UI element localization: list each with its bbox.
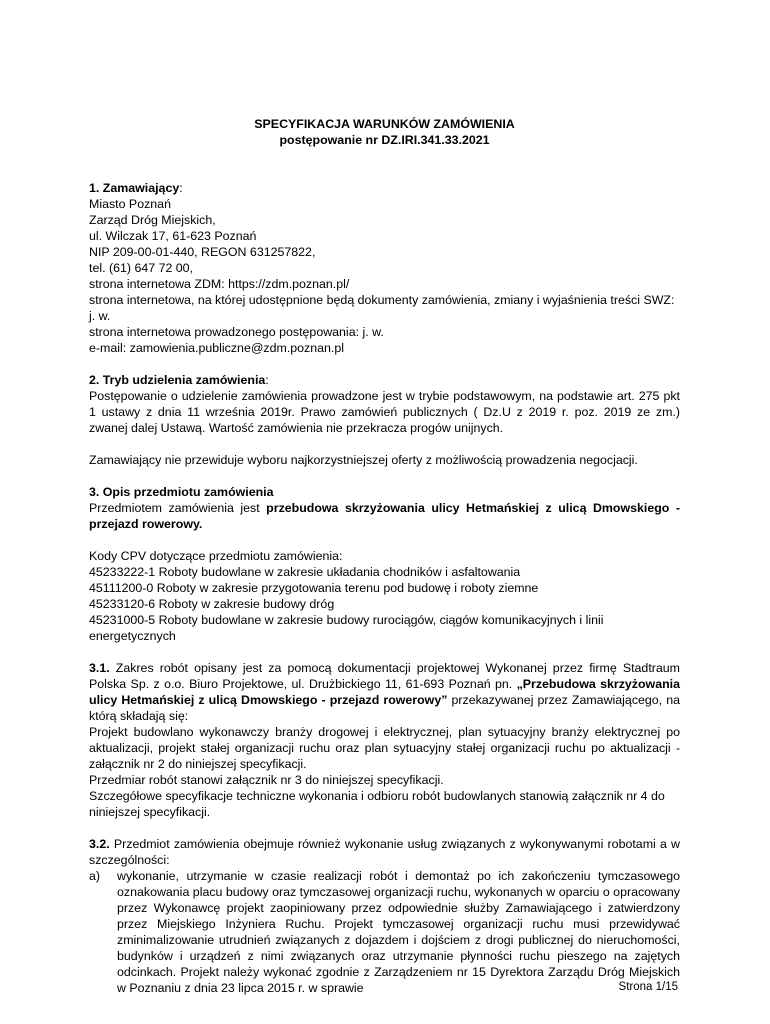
section-3-1-text-b: przekazywanej przez Zamawiającego, na którą składają się:	[89, 693, 680, 723]
list-item-marker: a)	[89, 869, 101, 883]
cpv-code-line: 45231000-5 Roboty budowlane w zakresie budowy rurociągów, ciągów komunikacyjnych i linii energetycznych	[89, 613, 604, 643]
section-1-heading-colon: :	[179, 181, 183, 195]
contact-line: Zarząd Dróg Miejskich,	[89, 213, 216, 227]
section-3-intro	[89, 500, 680, 532]
title-line-1: SPECYFIKACJA WARUNKÓW ZAMÓWIENIA	[254, 117, 515, 131]
section-3-2-number: 3.2.	[89, 837, 110, 851]
section-3-1-project-name: „Przebudowa skrzyżowania ulicy Hetmańskiej z ulicą Dmowskiego - przejazd rowerowy”	[89, 677, 680, 707]
list-item-text: wykonanie, utrzymanie w czasie realizacji robót i demontaż po ich zakończeniu tymczasowego oznakowania placu budowy oraz tymczasowej organizacji ruchu, wykonanych w oparciu o opracowany przez Wykonawcę projekt zaopiniowany przez odpowiednie służby Zamawiającego i zatwierdzony przez Miejskiego Inżyniera Ruchu. Projekt tymczasowej organizacji ruchu musi przewidywać zminimalizowanie utrudnień związanych z dojazdem i dojściem z drogi publicznej do nieruchomości, budynków i urządzeń z nimi związanych oraz utrzymanie płynności ruchu pieszego na zajętych odcinkach. Projekt należy wykonać zgodnie z Zarządzeniem nr 15 Dyrektora Zarządu Dróg Miejskich w Poznaniu z dnia 23 lipca 2015 r. w sprawie	[117, 869, 680, 995]
section-2-heading-text: 2. Tryb udzielenia zamówienia	[89, 373, 266, 387]
section-2-note-text: Zamawiający nie przewiduje wyboru najkorzystniejszej oferty z możliwością prowadzenia negocjacji.	[89, 453, 638, 467]
section-2	[89, 372, 680, 436]
title-line-2: postępowanie nr DZ.IRI.341.33.2021	[279, 133, 490, 147]
contact-line: strona internetowa, na której udostępnione będą dokumenty zamówienia, zmiany i wyjaśnienia treści SWZ: j. w.	[89, 293, 675, 323]
section-2-paragraph: Postępowanie o udzielenie zamówienia prowadzone jest w trybie podstawowym, na podstawie art. 275 pkt 1 ustawy z dnia 11 września 2019r. Prawo zamówień publicznych ( Dz.U z 2019 r. poz. 2019 ze zm.) zwanej dalej Ustawą. Wartość zamówienia nie przekracza progów unijnych.	[89, 389, 680, 435]
document-page	[89, 116, 680, 996]
contact-line: strona internetowa ZDM: https://zdm.poznan.pl/	[89, 277, 350, 291]
section-1-heading	[89, 180, 680, 196]
section-3-1-specifications: Szczegółowe specyfikacje techniczne wykonania i odbioru robót budowlanych stanowią załącznik nr 4 do niniejszej specyfikacji.	[89, 789, 665, 819]
section-3-1-number: 3.1.	[89, 661, 110, 675]
contact-line: e-mail: zamowienia.publiczne@zdm.poznan.pl	[89, 341, 345, 355]
list-item	[89, 868, 680, 996]
page-number: Strona 1/15	[618, 981, 678, 993]
document-title	[89, 116, 680, 148]
cpv-heading: Kody CPV dotyczące przedmiotu zamówienia:	[89, 549, 343, 563]
section-3-1-text-a: Zakres robót opisany jest za pomocą dokumentacji projektowej Wykonanej przez firmę Stadtraum Polska Sp. z o.o. Biuro Projektowe, ul. Drużbickiego 11, 61-693 Poznań pn.	[89, 661, 680, 691]
cpv-code-line: 45111200-0 Roboty w zakresie przygotowania terenu pod budowę i roboty ziemne	[89, 581, 539, 595]
contact-line: tel. (61) 647 72 00,	[89, 261, 194, 275]
section-3-1	[89, 660, 680, 820]
section-3	[89, 484, 680, 532]
contact-line: NIP 209-00-01-440, REGON 631257822,	[89, 245, 316, 259]
cpv-code-line: 45233222-1 Roboty budowlane w zakresie układania chodników i asfaltowania	[89, 565, 521, 579]
section-2-heading-colon: :	[265, 373, 269, 387]
section-1-heading-text: 1. Zamawiający	[89, 181, 180, 195]
section-3-heading: 3. Opis przedmiotu zamówienia	[89, 485, 274, 499]
section-3-intro-prefix: Przedmiotem zamówienia jest	[89, 501, 267, 515]
section-3-1-paragraph	[89, 660, 680, 724]
section-3-2-paragraph	[89, 836, 680, 868]
section-3-1-bill-of-quantities: Przedmiar robót stanowi załącznik nr 3 do niniejszej specyfikacji.	[89, 773, 444, 787]
section-3-intro-subject: przebudowa skrzyżowania ulicy Hetmańskiej z ulicą Dmowskiego - przejazd rowerowy.	[89, 501, 680, 531]
contact-line: ul. Wilczak 17, 61-623 Poznań	[89, 229, 257, 243]
section-3-1-documents: Projekt budowlano wykonawczy branży drogowej i elektrycznej, plan sytuacyjny branży elektrycznej po aktualizacji, projekt stałej organizacji ruchu oraz plan sytuacyjny stałej organizacji ruchu po aktualizacji - załącznik nr 2 do niniejszej specyfikacji.	[89, 725, 680, 771]
section-3-2	[89, 836, 680, 996]
contact-line: Miasto Poznań	[89, 197, 171, 211]
contact-line: strona internetowa prowadzonego postępowania: j. w.	[89, 325, 384, 339]
section-2-heading	[89, 372, 680, 388]
cpv-code-line: 45233120-6 Roboty w zakresie budowy dróg	[89, 597, 335, 611]
section-3-2-text: Przedmiot zamówienia obejmuje również wykonanie usług związanych z wykonywanymi robotami a w szczególności:	[89, 837, 680, 867]
section-1	[89, 180, 680, 356]
cpv-codes	[89, 548, 680, 644]
section-2-note	[89, 452, 680, 468]
